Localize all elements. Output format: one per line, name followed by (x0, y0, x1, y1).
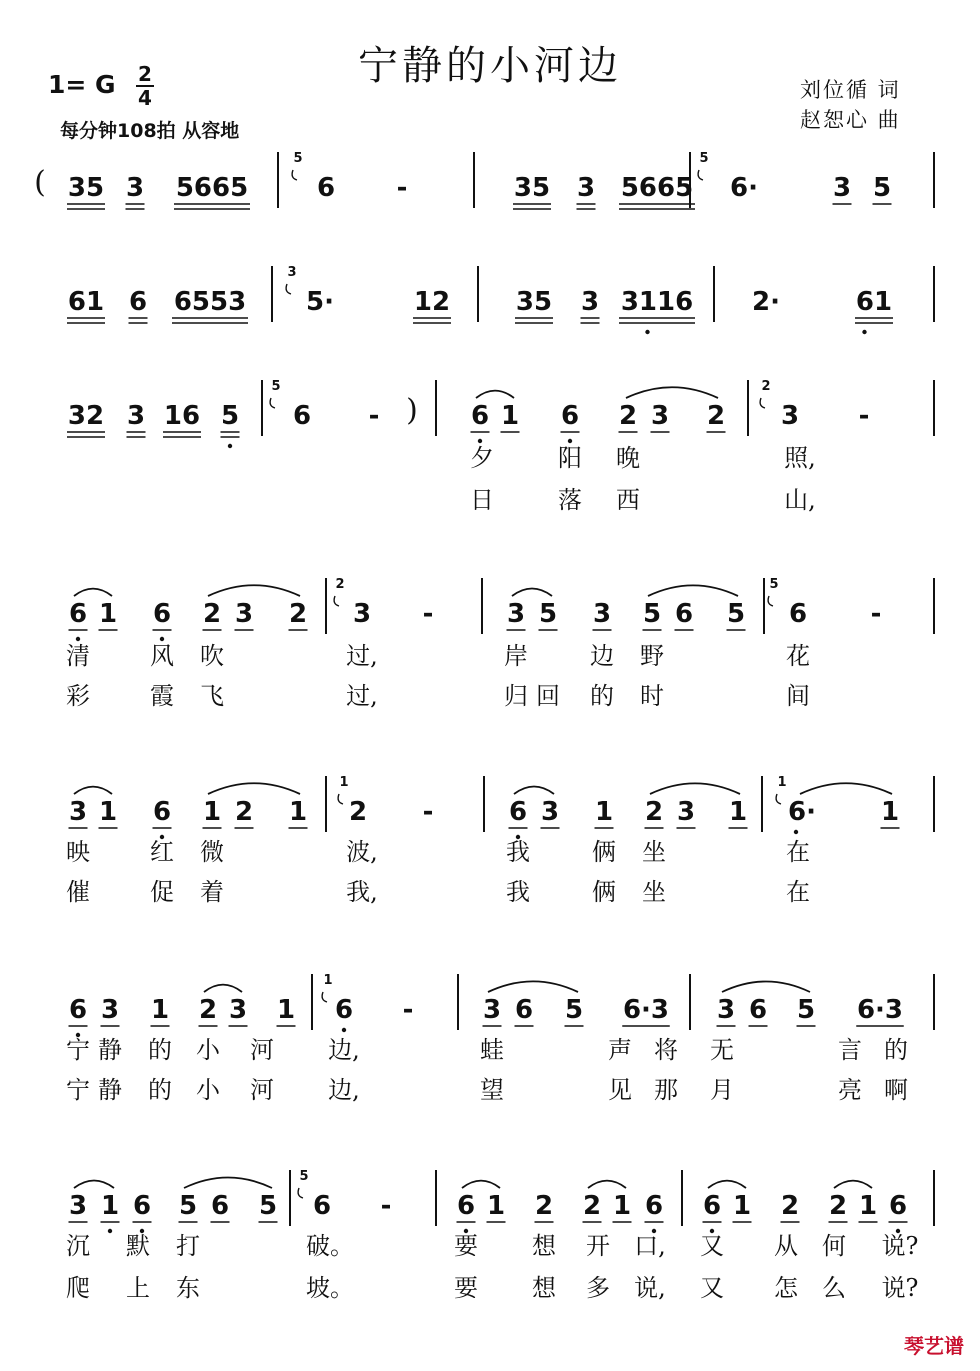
note-6: 6 (514, 995, 534, 1025)
lyric-char: 促 (150, 878, 174, 906)
note-1: 1 (728, 797, 748, 827)
note-2: 2 (618, 401, 638, 431)
lyric-char: 要 (454, 1274, 478, 1302)
note-3: 3 (68, 1191, 88, 1221)
paren-open: ( (34, 165, 46, 200)
note-6: 6 (702, 1191, 722, 1221)
lower-octave-dot (862, 330, 866, 334)
note--: - (422, 599, 434, 629)
note-16: 16 (163, 401, 201, 431)
note-6: 6 (68, 995, 88, 1025)
note-3: 3 (352, 599, 372, 629)
slur (74, 787, 112, 794)
lyric-char: 的 (590, 682, 614, 710)
lyric-char: 霞 (150, 682, 174, 710)
note-3: 3 (234, 599, 254, 629)
lower-octave-dot (76, 637, 80, 641)
lyric-char: 沉 (66, 1232, 90, 1260)
lower-octave-dot (645, 330, 649, 334)
lyric-char: 落 (558, 486, 582, 514)
note-6: 6 (508, 797, 528, 827)
note-6·: 6· (788, 797, 816, 827)
lower-octave-dot (108, 1229, 112, 1233)
note-2: 2 (234, 797, 254, 827)
grace-tie (338, 794, 343, 804)
note-6: 6 (788, 599, 808, 629)
note-61: 61 (67, 287, 105, 317)
lyric-char: 清 (66, 642, 90, 670)
lyric-char: 吹 (200, 642, 224, 670)
slur (626, 387, 718, 398)
lyric-char: 爬 (66, 1274, 90, 1302)
note-6: 6 (68, 599, 88, 629)
slur (650, 783, 740, 794)
note-5·: 5· (306, 287, 334, 317)
note-2: 2 (198, 995, 218, 1025)
note-6: 6 (560, 401, 580, 431)
grace-note-1: 1 (339, 775, 349, 790)
paren-close: ) (406, 393, 418, 428)
grace-tie (298, 1188, 303, 1198)
note-1: 1 (880, 797, 900, 827)
note-3: 3 (716, 995, 736, 1025)
note-5665: 5665 (175, 173, 249, 203)
lyric-char: 静 (98, 1076, 122, 1104)
note-3: 3 (576, 173, 596, 203)
note-3: 3 (228, 995, 248, 1025)
note-6·: 6· (730, 173, 758, 203)
lower-octave-dot (794, 830, 798, 834)
note-6: 6 (470, 401, 490, 431)
note-3: 3 (580, 287, 600, 317)
note-5: 5 (178, 1191, 198, 1221)
note-1: 1 (858, 1191, 878, 1221)
note-5: 5 (220, 401, 240, 431)
note-6: 6 (748, 995, 768, 1025)
note-6: 6 (674, 599, 694, 629)
slur (722, 982, 810, 993)
grace-note-5: 5 (299, 1169, 309, 1184)
note--: - (402, 995, 414, 1025)
note-2: 2 (534, 1191, 554, 1221)
lyric-char: 怎 (774, 1274, 798, 1302)
note--: - (380, 1191, 392, 1221)
slur (184, 1178, 272, 1189)
tempo-marking: 每分钟108拍 从容地 (60, 120, 240, 142)
grace-tie (292, 170, 297, 180)
note-6: 6 (128, 287, 148, 317)
grace-tie (270, 398, 275, 408)
slur (800, 783, 892, 794)
lyric-char: 宁 (66, 1036, 90, 1064)
slur (74, 1181, 114, 1189)
lyric-char: 将 (654, 1036, 678, 1064)
lyric-char: 日 (470, 486, 494, 514)
lyric-char: 西 (616, 486, 640, 514)
slur (74, 589, 112, 596)
note-3: 3 (650, 401, 670, 431)
lyric-char: 小 (196, 1036, 220, 1064)
note-3: 3 (540, 797, 560, 827)
lower-octave-dot (160, 637, 164, 641)
note-3: 3 (506, 599, 526, 629)
lyric-char: 俩 (592, 838, 616, 866)
grace-note-3: 3 (287, 265, 297, 280)
lyric-char: 的 (148, 1036, 172, 1064)
lyric-char: 彩 (66, 682, 90, 710)
note-6·3: 6·3 (622, 995, 670, 1025)
grace-tie (334, 596, 339, 606)
slur (476, 391, 514, 398)
note-6: 6 (210, 1191, 230, 1221)
slur (708, 1181, 746, 1188)
note-3: 3 (592, 599, 612, 629)
composer-credit: 赵恕心 曲 (800, 108, 901, 132)
time-sig-numerator: 2 (138, 62, 152, 86)
song-title: 宁静的小河边 (358, 43, 622, 89)
lyric-char: 边, (328, 1076, 360, 1104)
slur (514, 787, 554, 795)
note-6: 6 (316, 173, 336, 203)
note-6: 6 (334, 995, 354, 1025)
lower-octave-dot (342, 1028, 346, 1032)
note-5: 5 (796, 995, 816, 1025)
note-1: 1 (98, 599, 118, 629)
note-1: 1 (486, 1191, 506, 1221)
note-3: 3 (676, 797, 696, 827)
note-6·3: 6·3 (856, 995, 904, 1025)
note-1: 1 (276, 995, 296, 1025)
lyric-char: 我, (346, 878, 378, 906)
note-2: 2 (644, 797, 664, 827)
lyric-char: 想 (532, 1274, 556, 1302)
lyric-char: 啊 (884, 1076, 908, 1104)
lyric-char: 微 (200, 838, 224, 866)
lyric-char: 照, (784, 444, 816, 472)
watermark-logo: 琴艺谱 (904, 1334, 964, 1358)
note-5: 5 (726, 599, 746, 629)
lyric-char: 默 (126, 1232, 150, 1260)
grace-tie (322, 992, 327, 1002)
slur (588, 1181, 626, 1188)
lyric-char: 河 (250, 1076, 274, 1104)
slur (208, 585, 300, 596)
lyric-char: 岸 (504, 642, 528, 670)
note-6553: 6553 (173, 287, 247, 317)
grace-tie (776, 794, 781, 804)
note-6: 6 (292, 401, 312, 431)
grace-note-1: 1 (323, 973, 333, 988)
note-6: 6 (132, 1191, 152, 1221)
lyric-char: 映 (66, 838, 90, 866)
note--: - (368, 401, 380, 431)
lyric-char: 想 (532, 1232, 556, 1260)
slur (834, 1181, 872, 1188)
lyric-char: 红 (150, 838, 174, 866)
lyric-char: 我 (506, 838, 530, 866)
note-35: 35 (67, 173, 105, 203)
note--: - (870, 599, 882, 629)
lyric-char: 在 (786, 838, 810, 866)
lyric-char: 说, (634, 1274, 666, 1302)
lyric-char: 在 (786, 878, 810, 906)
note-5: 5 (564, 995, 584, 1025)
note-3: 3 (832, 173, 852, 203)
note-5: 5 (258, 1191, 278, 1221)
lyric-char: 飞 (200, 682, 224, 710)
lyric-char: 宁 (66, 1076, 90, 1104)
slur (462, 1181, 500, 1188)
lyric-char: 花 (786, 642, 810, 670)
note-1: 1 (612, 1191, 632, 1221)
note--: - (858, 401, 870, 431)
grace-note-5: 5 (699, 151, 709, 166)
note-6: 6 (888, 1191, 908, 1221)
lyric-char: 言 (838, 1036, 862, 1064)
grace-tie (286, 284, 291, 294)
lyric-char: 坐 (642, 838, 666, 866)
lyric-char: 晚 (616, 444, 640, 472)
note-2: 2 (348, 797, 368, 827)
lyric-char: 着 (200, 878, 224, 906)
note-2: 2 (780, 1191, 800, 1221)
slur (512, 589, 552, 597)
note-5665: 5665 (620, 173, 694, 203)
note-3: 3 (68, 797, 88, 827)
lyric-char: 无 (710, 1036, 734, 1064)
note-1: 1 (150, 995, 170, 1025)
note-6: 6 (644, 1191, 664, 1221)
note-32: 32 (67, 401, 105, 431)
note-1: 1 (98, 797, 118, 827)
lyric-char: 又 (700, 1274, 724, 1302)
note-5: 5 (538, 599, 558, 629)
note-1: 1 (500, 401, 520, 431)
note-3: 3 (126, 401, 146, 431)
grace-tie (698, 170, 703, 180)
note-12: 12 (413, 287, 451, 317)
lyric-char: 边, (328, 1036, 360, 1064)
lyric-char: 要 (454, 1232, 478, 1260)
lower-octave-dot (228, 444, 232, 448)
lyric-char: 波, (346, 838, 378, 866)
note--: - (396, 173, 408, 203)
grace-tie (768, 596, 773, 606)
lyric-char: 回 (536, 682, 560, 710)
lyric-char: 阳 (558, 444, 582, 472)
note-5: 5 (872, 173, 892, 203)
note-6: 6 (152, 797, 172, 827)
lyric-char: 山, (784, 486, 816, 514)
note-3: 3 (100, 995, 120, 1025)
lyric-char: 坡。 (306, 1274, 354, 1302)
note-6: 6 (312, 1191, 332, 1221)
note-6: 6 (152, 599, 172, 629)
note--: - (422, 797, 434, 827)
lyric-char: 间 (786, 682, 810, 710)
lyric-char: 打 (176, 1232, 200, 1260)
lyric-char: 归 (504, 682, 528, 710)
lyric-char: 河 (250, 1036, 274, 1064)
lyricist-credit: 刘位循 词 (800, 78, 901, 102)
note-1: 1 (288, 797, 308, 827)
note-2: 2 (706, 401, 726, 431)
lyric-char: 蛙 (480, 1036, 504, 1064)
lyric-char: 那 (654, 1076, 678, 1104)
lyric-char: 夕 (470, 444, 494, 472)
note-35: 35 (515, 287, 553, 317)
lyric-char: 开 (586, 1232, 610, 1260)
note-3: 3 (780, 401, 800, 431)
lyric-char: 又 (700, 1232, 724, 1260)
lower-octave-dot (478, 439, 482, 443)
note-3: 3 (125, 173, 145, 203)
lyric-char: 么 (822, 1274, 846, 1302)
lyric-char: 东 (176, 1274, 200, 1302)
lyric-char: 口, (634, 1232, 666, 1260)
lyric-char: 从 (774, 1232, 798, 1260)
lyric-char: 亮 (838, 1076, 862, 1104)
slur (204, 985, 242, 992)
grace-tie (760, 398, 765, 408)
lyric-char: 上 (126, 1274, 150, 1302)
lyric-char: 时 (640, 682, 664, 710)
lyric-char: 俩 (592, 878, 616, 906)
lyric-char: 过, (346, 642, 378, 670)
slur (488, 981, 578, 992)
lyric-char: 催 (66, 878, 90, 906)
grace-note-1: 1 (777, 775, 787, 790)
lyric-char: 说? (881, 1274, 919, 1302)
note-2·: 2· (752, 287, 780, 317)
note-3116: 3116 (620, 287, 694, 317)
grace-note-5: 5 (271, 379, 281, 394)
lyric-char: 我 (506, 878, 530, 906)
slur (648, 585, 738, 596)
lyric-char: 的 (884, 1036, 908, 1064)
lyric-char: 风 (150, 642, 174, 670)
note-2: 2 (828, 1191, 848, 1221)
grace-note-2: 2 (761, 379, 771, 394)
lyric-char: 坐 (642, 878, 666, 906)
lyric-char: 望 (480, 1076, 504, 1104)
grace-note-5: 5 (769, 577, 779, 592)
lyric-char: 月 (710, 1076, 734, 1104)
note-2: 2 (288, 599, 308, 629)
grace-note-2: 2 (335, 577, 345, 592)
lyric-char: 过, (346, 682, 378, 710)
note-35: 35 (513, 173, 551, 203)
note-1: 1 (100, 1191, 120, 1221)
note-2: 2 (582, 1191, 602, 1221)
lyric-char: 小 (196, 1076, 220, 1104)
time-sig-denominator: 4 (138, 86, 152, 110)
lyric-char: 何 (822, 1232, 846, 1260)
lyric-char: 野 (640, 642, 664, 670)
lyric-char: 的 (148, 1076, 172, 1104)
lower-octave-dot (568, 439, 572, 443)
slur (208, 783, 300, 794)
note-1: 1 (202, 797, 222, 827)
note-3: 3 (482, 995, 502, 1025)
lyric-char: 说? (881, 1232, 919, 1260)
lyric-char: 边 (590, 642, 614, 670)
note-5: 5 (642, 599, 662, 629)
note-1: 1 (732, 1191, 752, 1221)
lyric-char: 声 (608, 1036, 632, 1064)
note-61: 61 (855, 287, 893, 317)
lyric-char: 见 (608, 1076, 632, 1104)
key-signature: 1= G (48, 70, 116, 99)
lyric-char: 多 (586, 1274, 610, 1302)
note-1: 1 (594, 797, 614, 827)
note-6: 6 (456, 1191, 476, 1221)
grace-note-5: 5 (293, 151, 303, 166)
note-2: 2 (202, 599, 222, 629)
lyric-char: 破。 (306, 1232, 354, 1260)
lyric-char: 静 (98, 1036, 122, 1064)
